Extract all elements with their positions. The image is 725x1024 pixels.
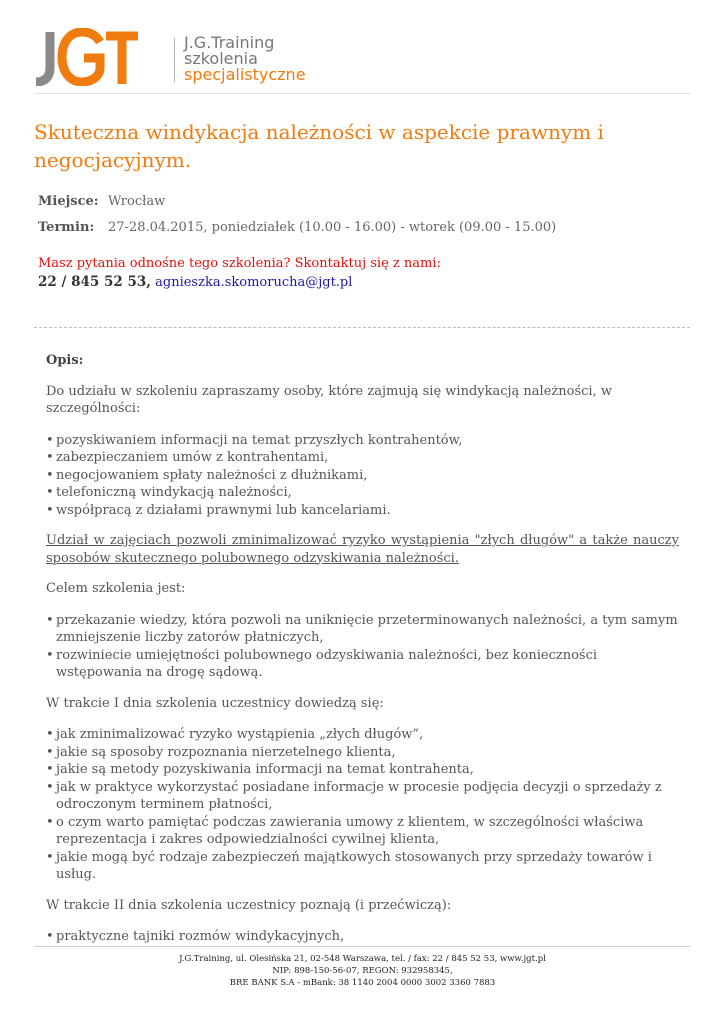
logo-tagline-2: specjalistyczne	[184, 65, 306, 84]
list-item: • telefoniczną windykacją należności,	[46, 484, 679, 502]
goals-list	[46, 612, 679, 682]
list-item: • jak zminimalizować ryzyko wystąpienia „złych długów”,	[46, 726, 679, 744]
list-item: • jakie są sposoby rozpoznania nierzetelnego klienta,	[46, 744, 679, 762]
company-logo	[34, 28, 306, 90]
date-label: Termin:	[38, 220, 95, 235]
list-item: • zabezpieczaniem umów z kontrahentami,	[46, 449, 679, 467]
list-item: • praktyczne tajniki rozmów windykacyjnych,	[46, 928, 679, 946]
jgt-logo-mark	[34, 28, 138, 86]
contact-phone[interactable]: 22 / 845 52 53,	[38, 274, 151, 290]
day2-list	[46, 928, 679, 946]
contact-email[interactable]: agnieszka.skomorucha@jgt.pl	[155, 275, 353, 290]
place-row	[38, 193, 165, 211]
footer-bank: BRE BANK S.A - mBank: 38 1140 2004 0000 3002 3360 7883	[229, 978, 496, 988]
footer-address: J.G.Training, ul. Olesińska 21, 02-548 Warszawa, tel. / fax: 22 / 845 52 53, www.jgt.pl	[179, 954, 546, 964]
list-item: • negocjowaniem spłaty należności z dłużnikami,	[46, 467, 679, 485]
list-item: • pozyskiwaniem informacji na temat przyszłych kontrahentów,	[46, 432, 679, 450]
highlight-text: Udział w zajęciach pozwoli zminimalizować ryzyko wystąpienia "złych długów" a także nauczy sposobów skutecznego polubownego odzyskiwania należności.	[46, 533, 679, 566]
list-item: • jakie są metody pozyskiwania informacji na temat kontrahenta,	[46, 761, 679, 779]
place-value: Wrocław	[108, 194, 166, 209]
logo-company-name: J.G.Training	[184, 33, 275, 52]
footer-tax-ids: NIP: 898-150-56-07, REGON: 932958345,	[272, 966, 453, 976]
list-item: • jakie mogą być rodzaje zabezpieczeń majątkowych stosowanych przy sprzedaży towarów i usług.	[46, 849, 679, 884]
contact-question: Masz pytania odnośne tego szkolenia? Skontaktuj się z nami:	[38, 256, 441, 271]
list-item: • współpracą z działami prawnymi lub kancelariami.	[46, 502, 679, 520]
description-label: Opis:	[46, 353, 84, 368]
goals-heading: Celem szkolenia jest:	[46, 581, 186, 596]
header-divider	[34, 93, 690, 94]
training-title: Skuteczna windykacja należności w aspekcie prawnym i negocjacyjnym.	[34, 120, 604, 172]
logo-tagline-1: szkolenia	[184, 49, 258, 68]
day2-heading: W trakcie II dnia szkolenia uczestnicy poznają (i przećwiczą):	[46, 897, 452, 913]
place-label: Miejsce:	[38, 194, 99, 209]
list-item: • o czym warto pamiętać podczas zawierania umowy z klientem, w szczególności właściwa reprezentacja i zakres odpowiedzialności cywilnej klienta,	[46, 814, 679, 849]
footer-divider	[34, 946, 690, 947]
list-item: • rozwiniecie umiejętności polubownego odzyskiwania należności, bez konieczności wstępowania na drogę sądową.	[46, 647, 679, 682]
list-item: • przekazanie wiedzy, która pozwoli na uniknięcie przeterminowanych należności, a tym samym zmniejszenie liczby zatorów płatniczych,	[46, 612, 679, 647]
section-divider	[34, 327, 690, 328]
description-section	[46, 352, 679, 946]
logo-divider	[174, 38, 175, 82]
list-item: • jak w praktyce wykorzystać posiadane informacje w procesie podjęcia decyzji o sprzedaży z odroczonym terminem płatności,	[46, 779, 679, 814]
footer	[0, 953, 725, 989]
day1-list	[46, 726, 679, 884]
day1-heading: W trakcie I dnia szkolenia uczestnicy dowiedzą się:	[46, 695, 384, 711]
date-value: 27-28.04.2015, poniedziałek (10.00 - 16.00) - wtorek (09.00 - 15.00)	[108, 220, 557, 235]
intro-list	[46, 432, 679, 520]
date-row	[38, 219, 556, 237]
contact-line	[38, 274, 352, 290]
intro-text: Do udziału w szkoleniu zapraszamy osoby, które zajmują się windykacją należności, w szczególności:	[46, 383, 612, 416]
